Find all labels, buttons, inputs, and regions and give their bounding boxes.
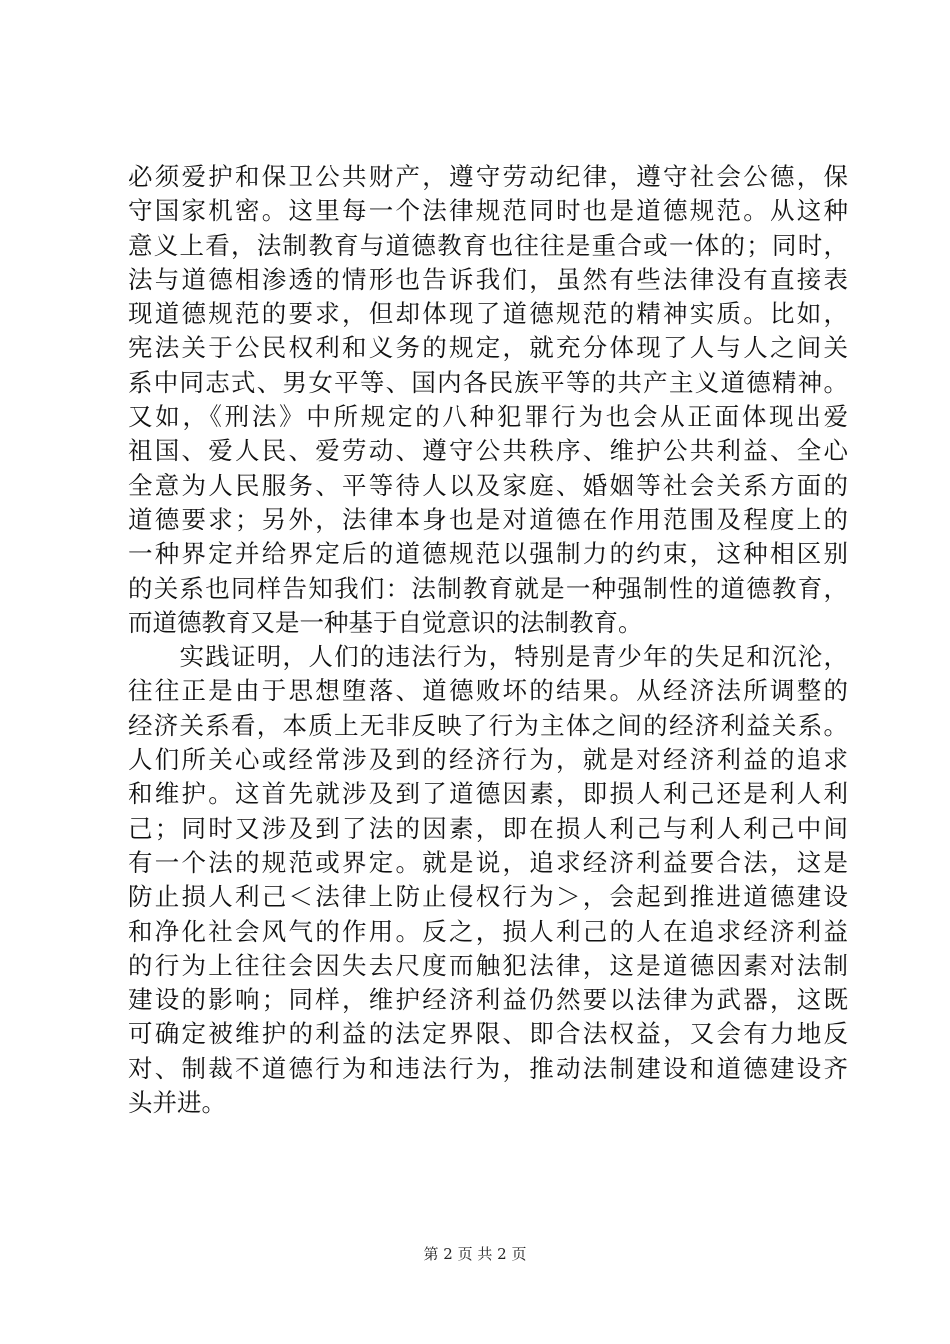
text-line: 必须爱护和保卫公共财产，遵守劳动纪律，遵守社会公德，保: [128, 162, 848, 191]
text-line: 的关系也同样告知我们：法制教育就是一种强制性的道德教育，: [128, 573, 848, 603]
text-line: 人们所关心或经常涉及到的经济行为，就是对经济利益的追求: [128, 745, 848, 775]
text-line: 和维护。这首先就涉及到了道德因素，即损人利己还是利人利: [128, 779, 848, 809]
text-line: 现道德规范的要求，但却体现了道德规范的精神实质。比如，: [128, 299, 848, 329]
text-line: 对、制裁不道德行为和违法行为，推动法制建设和道德建设齐: [128, 1053, 848, 1083]
text-line: 宪法关于公民权利和义务的规定，就充分体现了人与人之间关: [128, 333, 848, 363]
text-line: 往往正是由于思想堕落、道德败坏的结果。从经济法所调整的: [128, 676, 848, 706]
text-line: 有一个法的规范或界定。就是说，追求经济利益要合法，这是: [128, 847, 848, 877]
text-line: 己；同时又涉及到了法的因素，即在损人利己与利人利己中间: [128, 813, 848, 843]
text-line: 一种界定并给界定后的道德规范以强制力的约束，这种相区别: [128, 539, 848, 569]
text-line: 经济关系看，本质上无非反映了行为主体之间的经济利益关系。: [128, 710, 848, 740]
text-line: 的行为上往往会因失去尺度而触犯法律，这是道德因素对法制: [128, 950, 848, 980]
text-line: 实践证明，人们的违法行为，特别是青少年的失足和沉沦，: [128, 642, 848, 672]
text-line: 法与道德相渗透的情形也告诉我们，虽然有些法律没有直接表: [128, 264, 848, 294]
text-line: 祖国、爱人民、爱劳动、遵守公共秩序、维护公共利益、全心: [128, 436, 848, 466]
body-text: [128, 160, 848, 1120]
text-line: 道德要求；另外，法律本身也是对道德在作用范围及程度上的: [128, 504, 848, 534]
paragraph-1: [128, 160, 848, 640]
text-line: 又如，《刑法》中所规定的八种犯罪行为也会从正面体现出爱: [128, 402, 848, 432]
text-line: 防止损人利己＜法律上防止侵权行为＞，会起到推进道德建设: [128, 882, 848, 912]
text-line: 建设的影响；同样，维护经济利益仍然要以法律为武器，这既: [128, 985, 848, 1015]
text-line: 守国家机密。这里每一个法律规范同时也是道德规范。从这种: [128, 196, 848, 226]
text-line: 可确定被维护的利益的法定界限、即合法权益，又会有力地反: [128, 1019, 848, 1049]
text-line: 意义上看，法制教育与道德教育也往往是重合或一体的；同时，: [128, 230, 848, 260]
page-number-footer: 第 2 页 共 2 页: [423, 1245, 527, 1263]
paragraph-2: [128, 640, 848, 1120]
text-line: 全意为人民服务、平等待人以及家庭、婚姻等社会关系方面的: [128, 470, 848, 500]
text-line: 和净化社会风气的作用。反之，损人利己的人在追求经济利益: [128, 916, 848, 946]
text-line: 头并进。: [128, 1088, 226, 1118]
text-line: 而道德教育又是一种基于自觉意识的法制教育。: [128, 607, 643, 637]
text-line: 系中同志式、男女平等、国内各民族平等的共产主义道德精神。: [128, 367, 848, 397]
